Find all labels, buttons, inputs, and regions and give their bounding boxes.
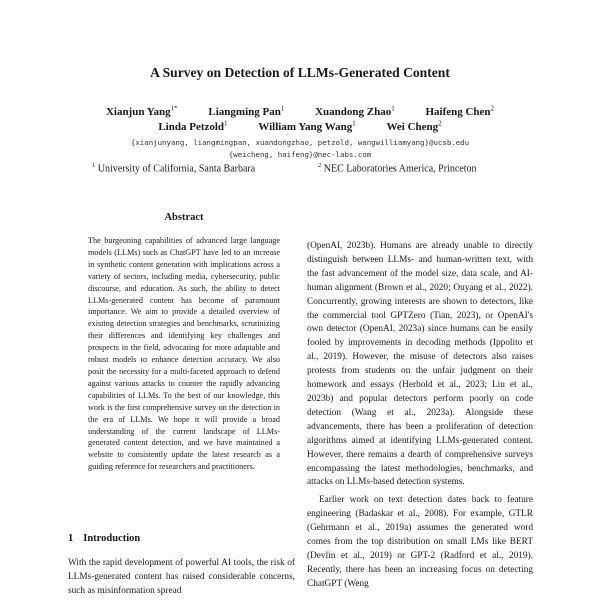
paper-title: A Survey on Detection of LLMs-Generated Content bbox=[150, 65, 450, 80]
author: Linda Petzold$^1$ bbox=[158, 119, 228, 133]
authors-row-2 bbox=[0, 119, 600, 133]
abstract-heading: Abstract bbox=[164, 212, 204, 223]
authors-row-1 bbox=[0, 104, 600, 118]
author: William Yang Wang$^1$ bbox=[258, 119, 356, 133]
section-title: Introduction bbox=[83, 533, 141, 544]
body-paragraph: Earlier work on text detection dates back to feature engineering (Badaskar et al., 2008). For example, GTLR (Gehrmann et al., 2019a) assumes the generated word comes from the top distribution on small LMs like BERT (Devlin et al., 2019) or GPT-2 (Radford et al., 2019). Recently, there has been an increasing focus on detecting ChatGPT (Weng bbox=[307, 495, 533, 589]
author: Wei Cheng$^2$ bbox=[386, 119, 442, 133]
email-line-1: {xianjunyang, liangmingpan, xuandongzhao, petzold, wangwilliamyang}@ucsb.edu bbox=[130, 138, 470, 147]
author: Xianjun Yang$^{1*}$ bbox=[105, 104, 178, 118]
abstract-text: The burgeoning capabilities of advanced large language models (LLMs) such as ChatGPT have led to an increase in synthetic content generation with implications across a variety of sectors, including media, cybersecurity, public discourse, and education. As such, the ability to detect LLMs-generated content has become of paramount importance. We aim to provide a detailed overview of existing detection strategies and benchmarks, scrutinizing their differences and identifying key challenges and prospects in the field, advocating for more adaptable and robust models to enhance detection accuracy. We also posit the necessity for a multi-faceted approach to defend against various attacks to counter the rapidly advancing capabilities of LLMs. To the best of our knowledge, this work is the first comprehensive survey on the detection in the era of LLMs. We hope it will provide a broad understanding of the current landscape of LLMs-generated content detection, and we have maintained a website to consistently update the latest research as a guiding reference for researchers and practitioners. bbox=[88, 236, 280, 472]
right-column bbox=[307, 240, 533, 592]
section-heading bbox=[68, 533, 140, 544]
email-line-2: {weicheng, haifeng}@nec-labs.com bbox=[228, 150, 372, 159]
affiliation-1: $^1$ University of California, Santa Barbara bbox=[92, 162, 256, 175]
author: Xuandong Zhao$^1$ bbox=[315, 104, 395, 118]
affiliation-2: $^2$ NEC Laboratories America, Princeton bbox=[318, 162, 477, 175]
intro-paragraph: With the rapid development of powerful AI tools, the risk of LLMs-generated content has raised considerable concerns, such as misinformation spread bbox=[68, 558, 295, 597]
author: Haifeng Chen$^2$ bbox=[425, 104, 495, 118]
section-number: 1 bbox=[68, 533, 74, 544]
body-paragraph: (OpenAI, 2023b). Humans are already unable to directly distinguish between LLMs- and human-written text, with the fast advancement of the model size, data scale, and AI-human alignment (Brown et al., 2020; Ouyang et al., 2022). Concurrently, growing interests are shown to detectors, like the commercial tool GPTZero (Tian, 2023), or OpenAI's own detector (OpenAI, 2023a) since humans can be easily fooled by improvements in decoding methods (Ippolito et al., 2019). However, the misuse of detectors also raises protests from students on the unfair judgment on their homework and essays (Herbold et al., 2023; Liu et al., 2023b) and popular detectors perform poorly on code detection (Wang et al., 2023a). Alongside these advancements, there has been a proliferation of detection algorithms aimed at identifying LLMs-generated content. However, there remains a dearth of comprehensive surveys encompassing the latest methodologies, benchmarks, and attacks on LLMs-based detection systems. bbox=[307, 241, 533, 488]
author: Liangming Pan$^1$ bbox=[208, 104, 285, 118]
